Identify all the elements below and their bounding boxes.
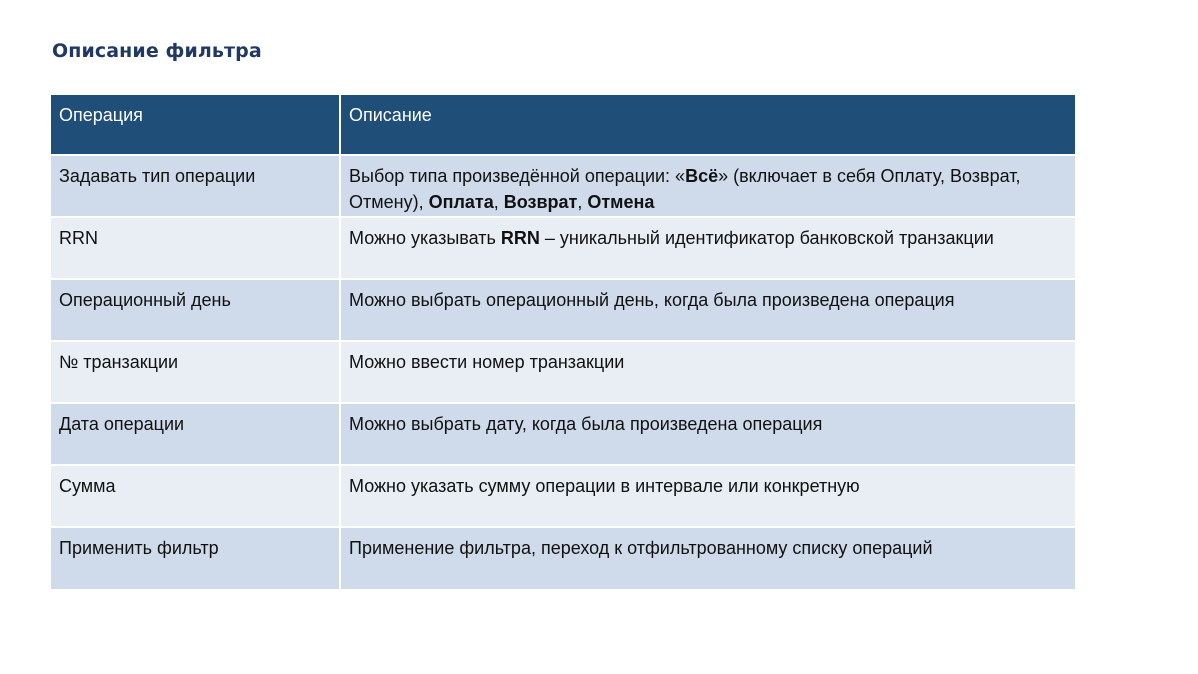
description-text: Выбор типа произведённой операции: « [349, 166, 686, 186]
header-description: Описание [340, 95, 1075, 155]
description-text: » (включает в себя Оплату, Возврат, Отмену), [349, 166, 1021, 212]
emphasis-text: Возврат [503, 192, 578, 212]
table-row [51, 217, 1075, 279]
filter-description-table [51, 95, 1075, 589]
description-cell [340, 279, 1075, 341]
emphasis-text: Отмена [587, 192, 655, 212]
description-cell [340, 217, 1075, 279]
description-text: Можно выбрать дату, когда была произведена операция [349, 414, 823, 434]
description-text: , [493, 192, 504, 212]
operation-cell: RRN [59, 228, 98, 248]
description-cell [340, 465, 1075, 527]
table-row [51, 155, 1075, 217]
page-title: Описание фильтра [52, 40, 262, 62]
description-text: Можно указывать [349, 228, 501, 248]
table-header-row [51, 95, 1075, 155]
description-cell [340, 403, 1075, 465]
description-text: Можно ввести номер транзакции [349, 352, 625, 372]
table-row [51, 527, 1075, 589]
emphasis-text: RRN [500, 228, 540, 248]
description-cell [340, 341, 1075, 403]
operation-cell: Операционный день [59, 290, 231, 310]
description-cell [340, 527, 1075, 589]
operation-cell: Дата операции [59, 414, 185, 434]
description-text: – уникальный идентификатор банковской транзакции [539, 228, 994, 248]
description-text: Можно выбрать операционный день, когда была произведена операция [349, 290, 955, 310]
emphasis-text: Всё [685, 166, 719, 186]
table-row [51, 279, 1075, 341]
table-row [51, 465, 1075, 527]
description-cell [340, 155, 1075, 217]
header-operation: Операция [51, 95, 340, 155]
operation-cell: Задавать тип операции [59, 166, 256, 186]
table-row [51, 403, 1075, 465]
operation-cell: Сумма [59, 476, 116, 496]
description-text: Применение фильтра, переход к отфильтрованному списку операций [349, 538, 933, 558]
emphasis-text: Оплата [428, 192, 494, 212]
description-text: , [577, 192, 588, 212]
operation-cell: Применить фильтр [59, 538, 219, 558]
description-text: Можно указать сумму операции в интервале или конкретную [349, 476, 860, 496]
operation-cell: № транзакции [59, 352, 179, 372]
table-row [51, 341, 1075, 403]
